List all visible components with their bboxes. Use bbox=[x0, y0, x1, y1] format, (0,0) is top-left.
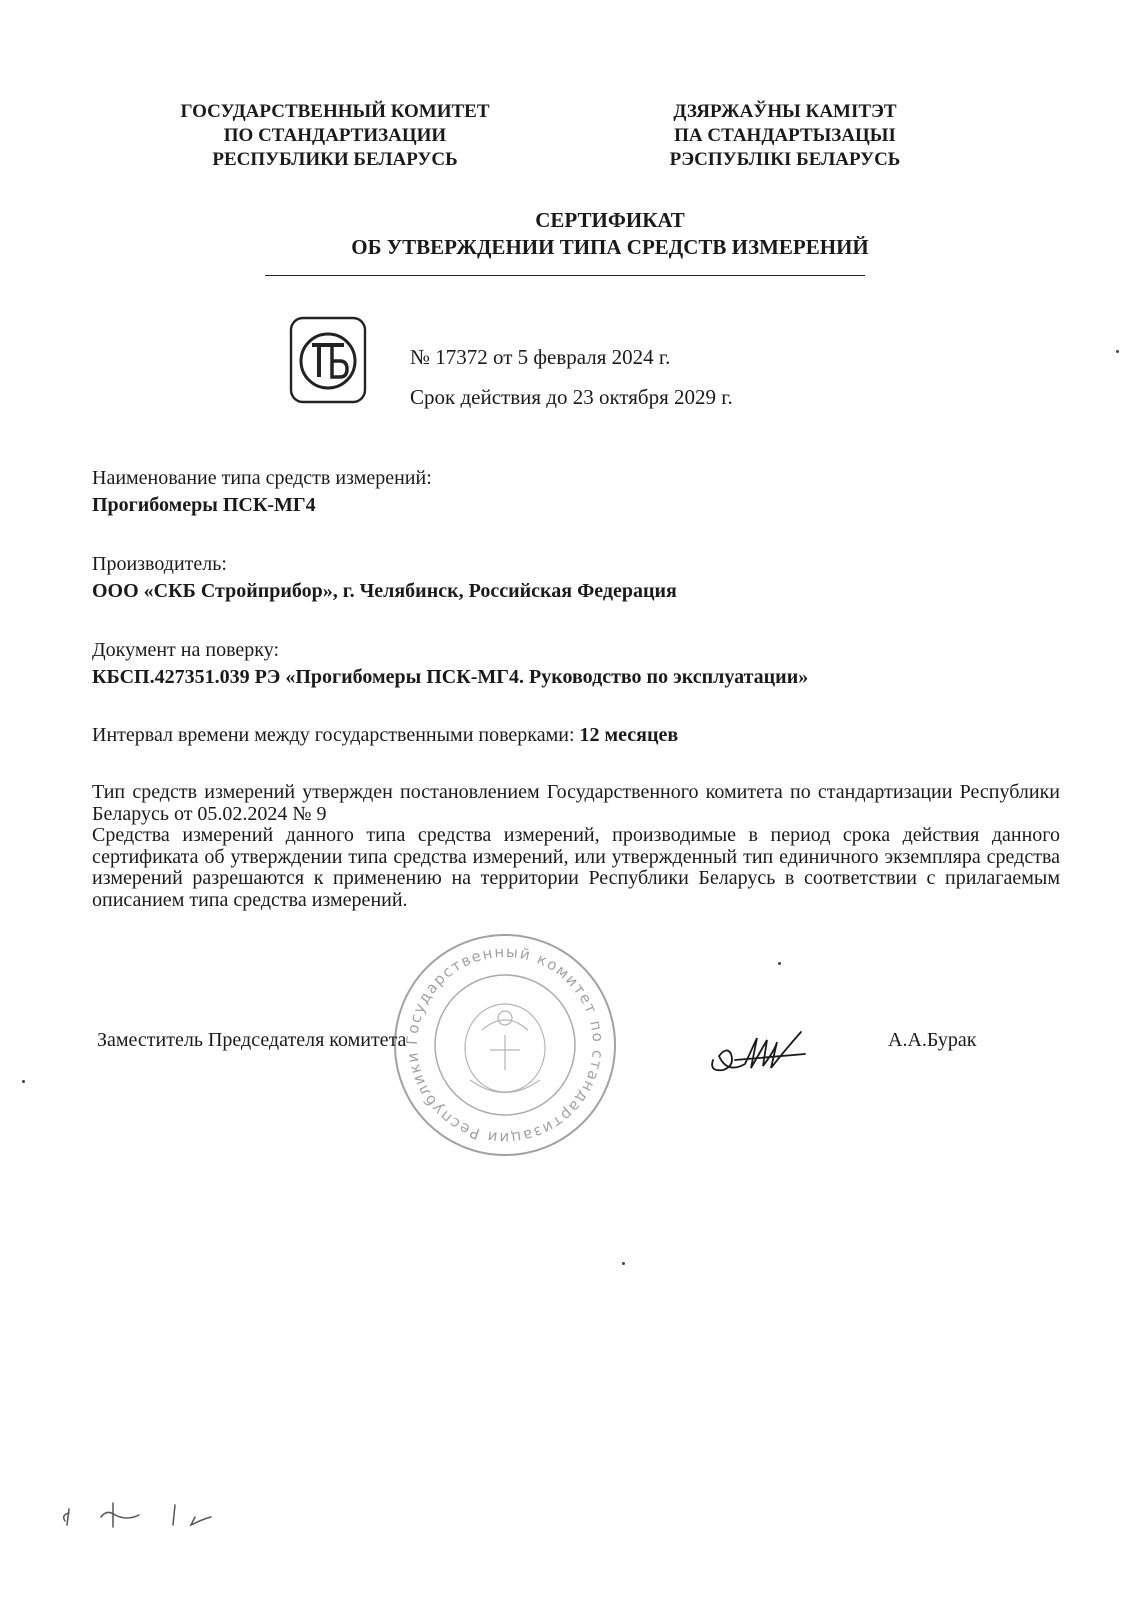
permission-paragraph: Средства измерений данного типа средства измерений, производимые в период срока действия данного сертификата об утверждении типа средства измерений, или утвержденный тип единичного экземпляра средства измерений разрешаются к применению на территории Республики Беларусь в соответствии с прилагаемым описанием типа средства измерений. bbox=[92, 824, 1060, 911]
handwritten-signature bbox=[705, 1020, 815, 1090]
header-left-line-2: ПО СТАНДАРТИЗАЦИИ bbox=[223, 125, 447, 146]
certificate-number: № 17372 от 5 февраля 2024 г. bbox=[410, 345, 671, 369]
scan-speck bbox=[778, 962, 781, 965]
signatory-name: А.А.Бурак bbox=[888, 1029, 977, 1051]
title-underline bbox=[265, 275, 865, 276]
scan-speck bbox=[22, 1080, 25, 1083]
manufacturer-label: Производитель: bbox=[92, 553, 227, 575]
manufacturer-value: ООО «СКБ Стройприбор», г. Челябинск, Российская Федерация bbox=[92, 580, 677, 602]
interval-value: 12 месяцев bbox=[579, 724, 679, 746]
scan-speck bbox=[622, 1262, 625, 1265]
header-right-line-1: ДЗЯРЖАЎНЫ КАМІТЭТ bbox=[673, 101, 897, 122]
header-left bbox=[140, 100, 530, 172]
handwritten-mark bbox=[55, 1495, 255, 1535]
verification-doc-label: Документ на поверку: bbox=[92, 639, 280, 661]
title-line-2: ОБ УТВЕРЖДЕНИИ ТИПА СРЕДСТВ ИЗМЕРЕНИЙ bbox=[351, 235, 869, 259]
verification-interval bbox=[92, 722, 678, 748]
interval-label: Интервал времени между государственными поверками: bbox=[92, 724, 580, 746]
header-left-line-3: РЕСПУБЛИКИ БЕЛАРУСЬ bbox=[212, 149, 458, 170]
header-left-line-1: ГОСУДАРСТВЕННЫЙ КОМИТЕТ bbox=[180, 101, 490, 122]
scan-speck bbox=[1116, 350, 1119, 353]
header-right bbox=[630, 100, 940, 172]
header-right-line-3: РЭСПУБЛІКІ БЕЛАРУСЬ bbox=[669, 149, 901, 170]
official-seal bbox=[390, 930, 620, 1160]
approval-paragraph: Тип средств измерений утвержден постановлением Государственного комитета по стандартизации Республики Беларусь от 05.02.2024 № 9 bbox=[92, 781, 1060, 825]
signatory-position: Заместитель Председателя комитета bbox=[97, 1029, 407, 1051]
header-right-line-2: ПА СТАНДАРТЫЗАЦЫІ bbox=[674, 125, 896, 146]
certificate-validity: Срок действия до 23 октября 2029 г. bbox=[410, 385, 733, 409]
type-name-value: Прогибомеры ПСК-МГ4 bbox=[92, 494, 316, 516]
stb-logo-icon bbox=[288, 315, 368, 405]
type-name-label: Наименование типа средств измерений: bbox=[92, 467, 432, 489]
verification-doc-value: КБСП.427351.039 РЭ «Прогибомеры ПСК-МГ4. Руководство по эксплуатации» bbox=[92, 666, 809, 688]
title-line-1: СЕРТИФИКАТ bbox=[535, 208, 685, 232]
document-title bbox=[200, 207, 1020, 261]
approval-text bbox=[92, 782, 1060, 911]
seal-text: Государственный комитет по стандартизации Республики bbox=[402, 942, 608, 1148]
